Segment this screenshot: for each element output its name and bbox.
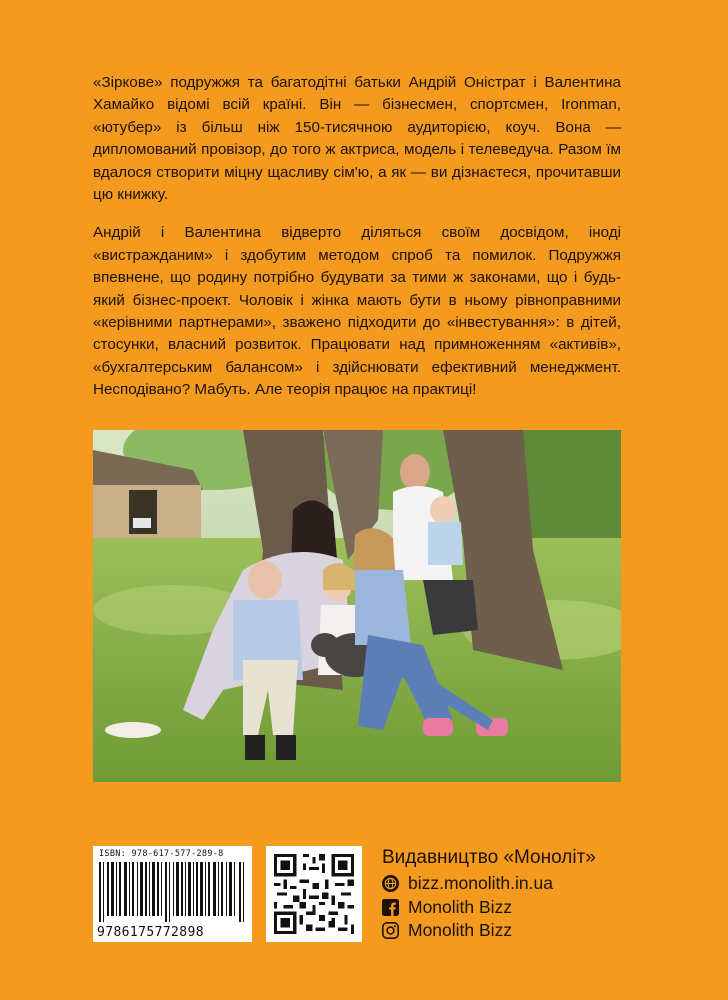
description-paragraph-1: «Зіркове» подружжя та багатодітні батьки Андрій Оністрат і Валентина Хамайко відомі всій країні. Він — бізнесмен, спортсмен, Ironman, «ютубер» із більш ніж 150-тисячною аудиторією, коуч. Вона — дипломований провізор, до того ж актриса, модель і телеведуча. Разом їм вдалося створити міцну щасливу сім'ю, а як — ви дізнаєтеся, прочитавши цю книжку.: [93, 74, 621, 204]
isbn-label: ISBN: 978-617-577-289-8: [99, 849, 224, 859]
facebook-line: [382, 896, 628, 920]
isbn-barcode: [93, 846, 252, 942]
publisher-title: Видавництво «Моноліт»: [382, 847, 596, 868]
globe-icon: [382, 875, 399, 892]
qr-code: [266, 846, 362, 942]
family-photo: [93, 430, 621, 782]
instagram-line: [382, 919, 628, 943]
website-text: bizz.monolith.in.ua: [408, 873, 553, 894]
description-text: [93, 72, 621, 418]
barcode-digits: 9786175772898: [97, 925, 204, 940]
instagram-icon: [382, 922, 399, 939]
instagram-text: Monolith Bizz: [408, 920, 513, 941]
website-line: [382, 872, 628, 896]
facebook-icon: [382, 899, 399, 916]
barcode-bars: [99, 862, 246, 922]
description-paragraph-2: Андрій і Валентина відверто діляться своїм досвідом, іноді «вистражданим» і здобутим методом спроб та помилок. Подружжя впевнене, що родину потрібно будувати за тими ж законами, що і будь-який бізнес-проект. Чоловік і жінка мають бути в ньому рівноправними «керівними партнерами», зважено підходити до «інвестування»: в дітей, стосунки, власний розвиток. Працювати над примноженням «активів», «бухгалтерським балансом» і здійснювати ефективний менеджмент. Несподівано? Мабуть. Але теорія працює на практиці!: [93, 224, 621, 399]
facebook-text: Monolith Bizz: [408, 896, 513, 917]
publisher-info: [382, 847, 628, 943]
